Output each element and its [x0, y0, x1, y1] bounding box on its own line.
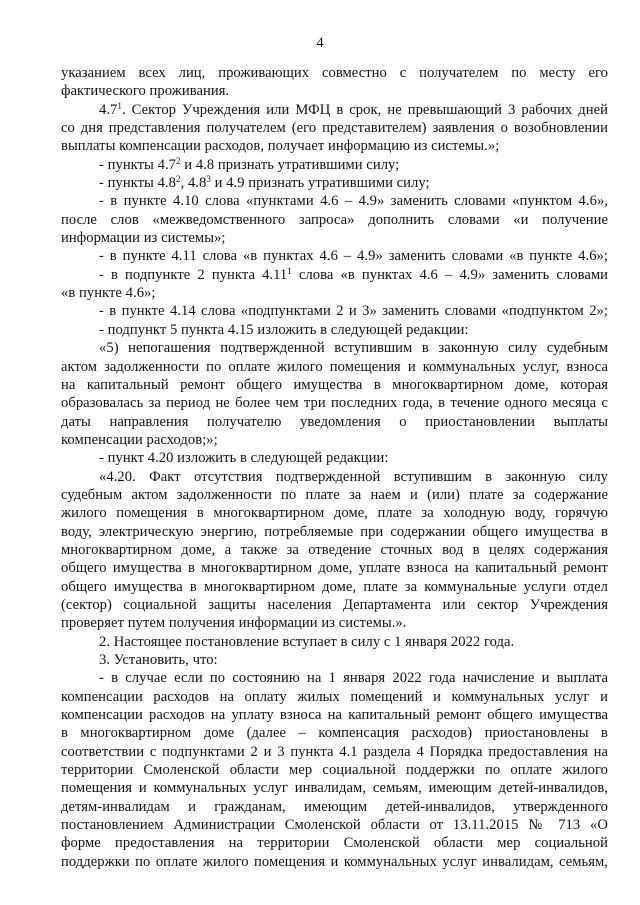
text-line: детям-инвалидам и гражданам, имеющим детей-инвалидов, утвержденного	[61, 798, 608, 815]
text-line: компенсации расходов на уплату взноса на капитальный ремонт общего имущества	[61, 707, 608, 724]
text-line: актом задолженности по оплате жилого помещения и коммунальных услуг, взноса	[61, 358, 608, 375]
text-line: судебным актом задолженности по плате за наем и (или) плате за содержание	[61, 486, 608, 503]
text-line: - в пункте 4.11 слова «в пунктах 4.6 – 4.9» заменить словами «в пункте 4.6»;	[99, 248, 608, 265]
superscript-index: 1	[287, 265, 292, 276]
superscript-index: 1	[117, 100, 122, 111]
text-line: информации из системы»;	[61, 230, 226, 247]
text-line: образовалась за период не более чем три последних года, в течение одного месяца с	[61, 395, 608, 412]
text-line: 3. Установить, что:	[99, 652, 218, 668]
text-line: компенсации расходов на оплату жилых помещений и коммунальных услуг и	[61, 688, 608, 705]
text-line: помещения и коммунальных услуг инвалидам, семьям, имеющим детей-инвалидов,	[61, 780, 608, 797]
text-line: проверяет путем получения информации из системы.».	[61, 615, 407, 632]
text-line: «4.20. Факт отсутствия подтвержденной вступившим в законную силу	[99, 468, 608, 485]
text-line: указанием всех лиц, проживающих совместно с получателем по месту его	[61, 65, 608, 81]
text-line: поддержки по оплате жилого помещения и коммунальных услуг инвалидам, семьям,	[61, 853, 608, 870]
text-line: - пункты $4.7^2$ и 4.8 признать утратившими силу;	[99, 155, 400, 173]
text-line: - в подпункте 2 пункта 4.11$^1$ слова «в пунктах 4.6 – 4.9» заменить словами	[99, 265, 609, 283]
text-line: многоквартирном доме, а также за отведение сточных вод в целях содержания	[61, 541, 608, 558]
text-line: постановлением Администрации Смоленской области от 13.11.2015 № 713 «О	[61, 817, 608, 834]
text-line: в многоквартирном доме (далее – компенсация расходов) приостановлены в	[61, 725, 608, 742]
document-body	[61, 64, 608, 871]
superscript-index: 2	[176, 155, 181, 166]
text-line: - в пункте 4.10 слова «пунктами 4.6 – 4.9» заменить словами «пунктом 4.6»,	[99, 193, 608, 210]
text-line: даты направления получателю уведомления о приостановлении выплаты	[61, 413, 608, 430]
text-line: $4.7^1$. Сектор Учреждения или МФЦ в срок, не превышающий 3 рабочих дней	[99, 100, 608, 118]
text-line: соответствии с подпунктами 2 и 3 пункта 4.1 раздела 4 Порядка предоставления на	[61, 743, 608, 760]
text-line: - пункт 4.20 изложить в следующей редакции:	[99, 450, 389, 467]
text-line: жилого помещения в многоквартирном доме, плате за холодную воду, горячую	[61, 505, 608, 522]
text-line: фактического проживания.	[61, 83, 230, 100]
text-line: общего имущества в многоквартирном доме, уплате взноса на капитальный ремонт	[61, 560, 608, 577]
text-line: выплаты компенсации расходов, получает информацию из системы.»;	[61, 138, 500, 155]
text-line: - в пункте 4.14 слова «подпунктами 2 и 3» заменить словами «подпунктом 2»;	[99, 303, 608, 320]
text-line: воду, электрическую энергию, потребляемые при содержании общего имущества в	[61, 523, 608, 540]
superscript-index: 3	[206, 174, 211, 185]
text-line: на капитальный ремонт общего имущества в многоквартирном доме, которая	[61, 376, 608, 393]
text-line: после слов «межведомственного запроса» дополнить словами «и получение	[61, 211, 608, 228]
text-line: со дня представления получателем (его представителем) заявления о возобновлении	[61, 120, 608, 137]
text-line: общего имущества в многоквартирном доме, плате за коммунальные услуги отдел	[61, 578, 608, 595]
text-line: 2. Настоящее постановление вступает в силу с 1 января 2022 года.	[99, 633, 515, 650]
text-line: (сектор) социальной защиты населения Департамента или сектор Учреждения	[61, 596, 608, 613]
text-line: «5) непогашения подтвержденной вступившим в законную силу судебным	[99, 340, 608, 357]
text-line: территории Смоленской области мер социальной поддержки по оплате жилого	[61, 762, 608, 779]
text-line: - пункты $4.8^2$, $4.8^3$ и 4.9 признать утратившими силу;	[99, 174, 430, 192]
superscript-index: 2	[176, 174, 181, 185]
text-line: - подпункт 5 пункта 4.15 изложить в следующей редакции:	[99, 321, 469, 338]
text-line: форме предоставления на территории Смоленской области мер социальной	[61, 835, 608, 852]
page-number: 4	[316, 35, 324, 51]
text-line: - в случае если по состоянию на 1 января 2022 года начисление и выплата	[99, 670, 608, 687]
text-line: «в пункте 4.6»;	[61, 285, 156, 302]
text-line: компенсации расходов;»;	[61, 431, 218, 448]
